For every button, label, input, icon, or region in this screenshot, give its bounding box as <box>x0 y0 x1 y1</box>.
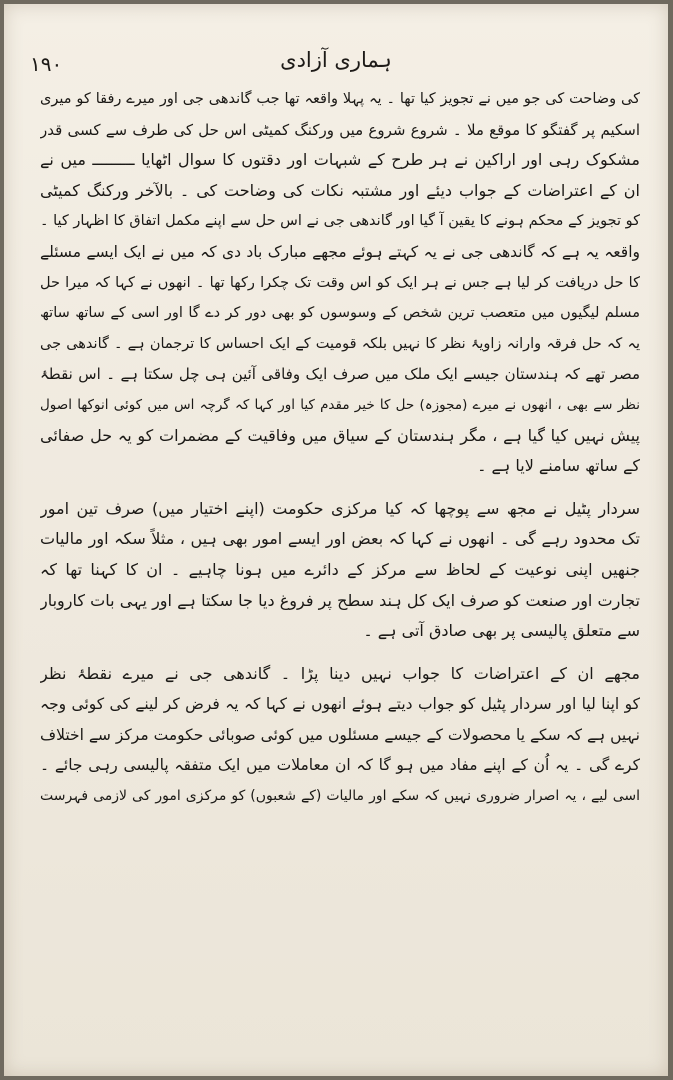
text-line: اسکیم پر گفتگو کا موقع ملا ۔ شروع شروع میں ورکنگ کمیٹی اس حل کی طرف سے کسی قدر <box>40 120 640 139</box>
text-line: واقعہ یہ ہے کہ گاندھی جی نے یہ کہتے ہوئے مجھے مبارک باد دی کہ میں نے ایک ایسے مسئلے <box>40 242 640 261</box>
text-line: یہ کہ حل فرقہ وارانہ زاویۂ نظر کا نہیں بلکہ قومیت کے ایک احساس کا ترجمان ہے ۔ گاندھی جی <box>40 335 640 352</box>
text-line: جنھیں اپنی نوعیت کے لحاظ سے مرکز کے دائرے میں ہونا چاہیے ۔ ان کا کہنا تھا کہ <box>40 559 640 579</box>
text-line: اسی لیے ، یہ اصرار ضروری نہیں کہ سکے اور مالیات (کے شعبوں) کو مرکزی امور کی لازمی فہرست <box>40 788 640 805</box>
paragraph <box>40 84 640 237</box>
text-line: سے متعلق پالیسی پر بھی صادق آتی ہے ۔ <box>363 621 640 641</box>
paragraph <box>40 494 640 647</box>
text-line: نظر سے بھی ، انھوں نے میرے (مجوزہ) حل کا خیر مقدم کیا اور کہا کہ گرچہ اس میں کوئی انوکھا اصول <box>40 396 640 413</box>
text-line: کے ساتھ سامنے لایا ہے ۔ <box>477 456 640 476</box>
running-title: ہماری آزادی <box>280 48 392 72</box>
text-line: مجھے ان کے اعتراضات کا جواب نہیں دینا پڑا ۔ گاندھی جی نے میرے نقطۂ نظر <box>40 663 640 683</box>
text-line: مسلم لیگیوں میں متعصب ترین شخص کے وسوسوں کو بھی دور کر دے گا اور اسی کے ساتھ ساتھ <box>40 305 640 322</box>
text-line: پیش نہیں کیا گیا ہے ، مگر ہندستان کے سیاق میں وفاقیت کے مضمرات کو یہ حل صفائی <box>40 425 640 445</box>
page-number: ۱۹۰ <box>30 52 63 76</box>
text-line: کی وضاحت کی جو میں نے تجویز کیا تھا ۔ یہ پہلا واقعہ تھا جب گاندھی جی اور میرے رفقا کو میری <box>40 91 640 107</box>
text-line: مصر تھے کہ ہندستان جیسے ایک ملک میں صرف ایک وفاقی آئین ہی چل سکتا ہے ۔ اس نقطۂ <box>40 365 640 384</box>
paragraph-gap <box>40 482 640 494</box>
text-line: نہیں ہے کہ سکے یا محصولات کے جیسے مسئلوں میں کوئی صوبائی حکومت مرکز سے اختلاف <box>40 725 640 744</box>
text-line: کرے گی ۔ یہ اُن کے اپنے مفاد میں ہو گا کہ ان معاملات میں ایک متفقہ پالیسی رہی جائے ۔ <box>40 756 640 775</box>
text-line: کو اپنا لیا اور سردار پٹیل کو جواب دیتے ہوئے انھوں نے کہا کہ یہ فرض کر لینے کی کوئی وجہ <box>40 695 640 714</box>
text-line: کو تجویز کے محکم ہونے کا یقین آ گیا اور گاندھی جی نے اس حل سے اپنے مکمل اتفاق کا اظہار کیا ۔ <box>40 213 640 230</box>
text-line: مشکوک رہی اور اراکین نے ہر طرح کے شبہات اور دقتوں کا سوال اٹھایا ـــــــــ میں نے <box>40 150 640 170</box>
paragraph <box>40 659 640 812</box>
paragraph <box>40 237 640 482</box>
page-header <box>4 48 668 84</box>
text-line: سردار پٹیل نے مجھ سے پوچھا کہ کیا مرکزی حکومت (اپنے اختیار میں) صرف تین امور <box>40 498 640 518</box>
text-line: کا حل دریافت کر لیا ہے جس نے ہر ایک کو اس وقت تک چکرا رکھا تھا ۔ انھوں نے کہا کہ میرا حل <box>40 274 640 291</box>
book-page <box>4 4 668 1076</box>
text-line: ان کے اعتراضات کے جواب دیئے اور مشتبہ نکات کی وضاحت کی ۔ بالآخر ورکنگ کمیٹی <box>40 180 640 200</box>
text-line: تجارت اور صنعت کو صرف ایک کل ہند سطح پر فروغ دیا جا سکتا ہے اور یہی بات کاروبار <box>40 590 640 610</box>
paragraph-gap <box>40 647 640 659</box>
body-text <box>40 84 640 812</box>
text-line: تک محدود رہے گی ۔ انھوں نے کہا کہ بعض اور ایسے امور بھی ہیں ، مثلاً سکہ اور مالیات <box>40 529 640 549</box>
